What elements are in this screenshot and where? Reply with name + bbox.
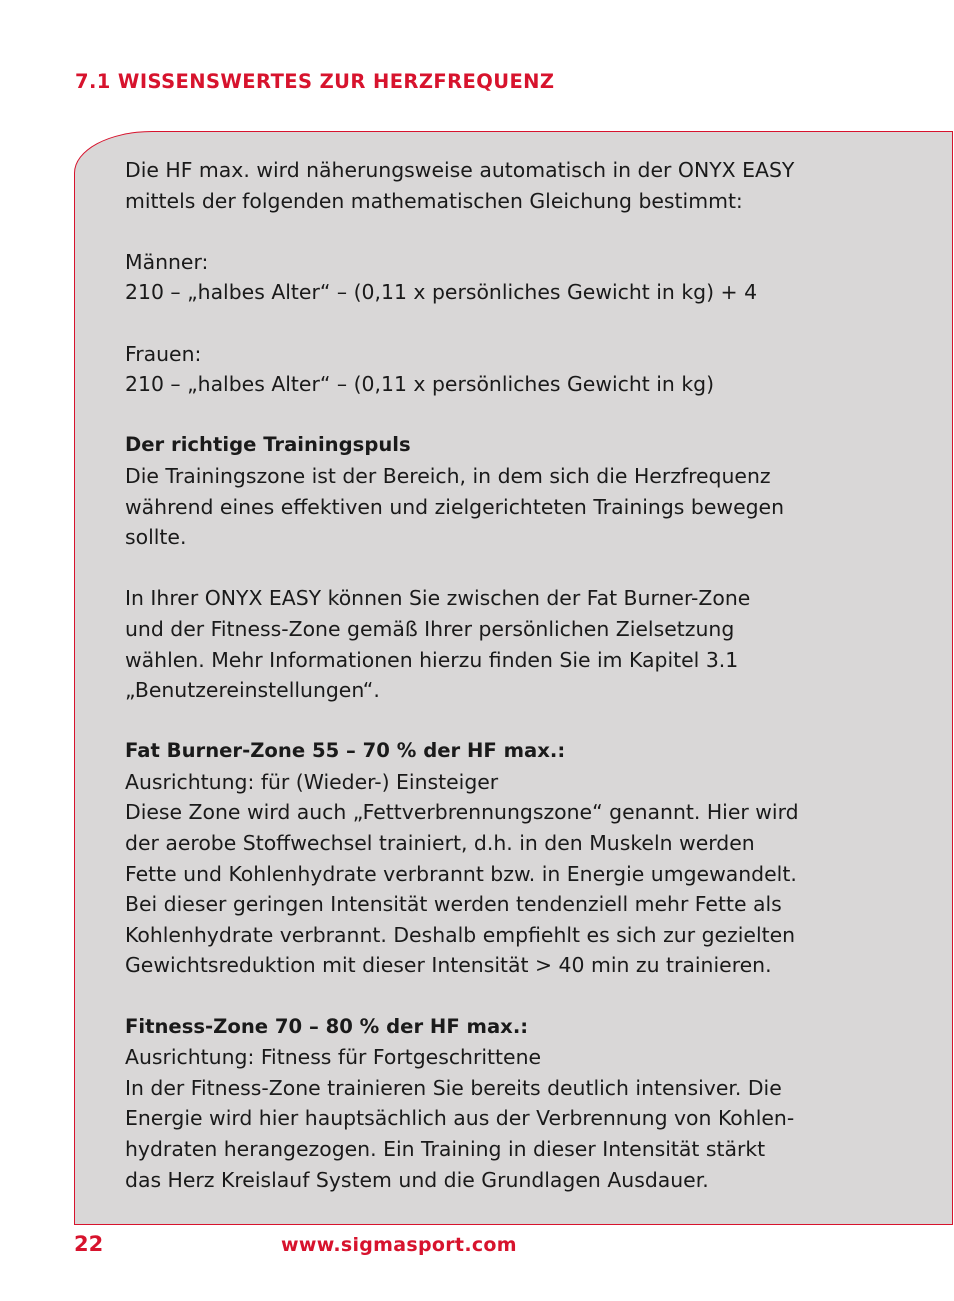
fat-burner-text-line: Diese Zone wird auch „Fettverbrennungszone“ genannt. Hier wird	[125, 800, 799, 825]
fat-burner-text-line: Ausrichtung: für (Wieder-) Einsteiger	[125, 769, 499, 794]
men-formula: 210 – „halbes Alter“ – (0,11 x persönliches Gewicht in kg) + 4	[125, 280, 758, 305]
women-formula: 210 – „halbes Alter“ – (0,11 x persönliches Gewicht in kg)	[125, 372, 715, 397]
women-label: Frauen:	[125, 341, 202, 366]
fitness-text-line: Energie wird hier hauptsächlich aus der Verbrennung von Kohlen-	[125, 1106, 795, 1131]
fat-burner-text-line: Gewichtsreduktion mit dieser Intensität > 40 min zu trainieren.	[125, 953, 772, 978]
fitness-text-line: das Herz Kreislauf System und die Grundlagen Ausdauer.	[125, 1167, 709, 1192]
zones-text-line: In Ihrer ONYX EASY können Sie zwischen der Fat Burner-Zone	[125, 586, 751, 611]
info-box-content	[125, 155, 845, 1195]
zones-text-line: und der Fitness-Zone gemäß Ihrer persönlichen Zielsetzung	[125, 616, 735, 641]
fitness-text-line: In der Fitness-Zone trainieren Sie bereits deutlich intensiver. Die	[125, 1075, 782, 1100]
section-title: 7.1 WISSENSWERTES ZUR HERZFREQUENZ	[75, 70, 555, 93]
intro-line: Die HF max. wird näherungsweise automatisch in der ONYX EASY	[125, 158, 795, 182]
training-text-line: sollte.	[125, 525, 187, 550]
intro-line: mittels der folgenden mathematischen Gleichung bestimmt:	[125, 188, 743, 213]
zones-text-line: wählen. Mehr Informationen hierzu finden Sie im Kapitel 3.1	[125, 647, 739, 672]
fat-burner-text-line: Bei dieser geringen Intensität werden tendenziell mehr Fette als	[125, 892, 782, 917]
page-number: 22	[74, 1232, 104, 1256]
training-text-line: während eines effektiven und zielgerichteten Trainings bewegen	[125, 494, 785, 519]
fat-burner-text-line: Fette und Kohlenhydrate verbrannt bzw. in Energie umgewandelt.	[125, 861, 797, 886]
training-text-line: Die Trainingszone ist der Bereich, in dem sich die Herzfrequenz	[125, 463, 771, 488]
men-label: Männer:	[125, 249, 209, 274]
fat-burner-heading: Fat Burner-Zone 55 – 70 % der HF max.:	[125, 739, 566, 763]
fitness-text-line: hydraten herangezogen. Ein Training in dieser Intensität stärkt	[125, 1137, 766, 1161]
fat-burner-text-line: Kohlenhydrate verbrannt. Deshalb empfiehlt es sich zur gezielten	[125, 922, 796, 947]
zones-text-line: „Benutzereinstellungen“.	[125, 678, 380, 703]
fitness-text-line: Ausrichtung: Fitness für Fortgeschrittene	[125, 1045, 542, 1070]
training-heading: Der richtige Trainingspuls	[125, 433, 411, 457]
fat-burner-text-line: der aerobe Stoffwechsel trainiert, d.h. in den Muskeln werden	[125, 831, 755, 856]
fitness-heading: Fitness-Zone 70 – 80 % der HF max.:	[125, 1014, 529, 1038]
website-link[interactable]: www.sigmasport.com	[281, 1234, 517, 1256]
